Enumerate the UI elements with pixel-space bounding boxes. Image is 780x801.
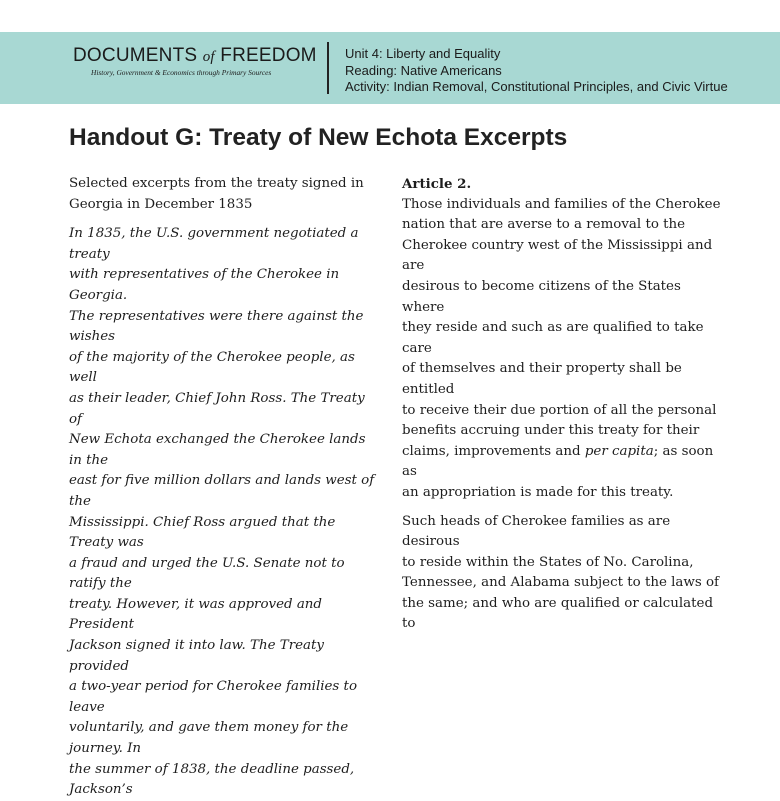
summary-line: treaty. However, it was approved and President bbox=[69, 596, 323, 633]
paragraph-line: to reside within the States of No. Carolina, bbox=[402, 554, 694, 570]
paragraph-line: Those individuals and families of the Cherokee bbox=[402, 196, 721, 212]
summary-line: with representatives of the Cherokee in Georgia. bbox=[69, 267, 340, 303]
summary-line: Jackson signed it into law. The Treaty provided bbox=[69, 638, 324, 674]
header-divider bbox=[327, 42, 329, 94]
paragraph-line: the same; and who are qualified or calculated to bbox=[402, 595, 714, 632]
brand-title-of: of bbox=[202, 49, 215, 65]
right-column bbox=[402, 174, 722, 635]
paragraph-line: Tennessee, and Alabama subject to the laws of bbox=[402, 575, 720, 591]
brand-title-documents: DOCUMENTS bbox=[73, 45, 198, 66]
summary-line: In 1835, the U.S. government negotiated a treaty bbox=[69, 226, 359, 262]
paragraph-line: desirous to become citizens of the States where bbox=[402, 278, 681, 315]
summary-line: Mississippi. Chief Ross argued that the Treaty was bbox=[69, 514, 336, 551]
paragraph-line: they reside and such as are qualified to take care bbox=[402, 320, 704, 356]
paragraph-line: benefits accruing under this treaty for their bbox=[402, 423, 700, 439]
brand-title bbox=[73, 45, 317, 68]
summary-line: a two-year period for Cherokee families to leave bbox=[69, 679, 358, 715]
reading-line: Reading: Native Americans bbox=[345, 62, 502, 78]
activity-line: Activity: Indian Removal, Constitutional Principles, and Civic Virtue bbox=[345, 79, 728, 94]
article-paragraph-2 bbox=[402, 512, 722, 636]
paragraph-line: claims, improvements and bbox=[402, 443, 585, 459]
paragraph-line: an appropriation is made for this treaty. bbox=[402, 484, 674, 500]
unit-info bbox=[345, 46, 728, 96]
summary-line: New Echota exchanged the Cherokee lands in the bbox=[69, 432, 366, 468]
summary-line: east for five million dollars and lands west of the bbox=[69, 473, 375, 509]
brand-logo bbox=[73, 45, 317, 77]
left-column bbox=[69, 174, 379, 801]
paragraph-line: nation that are averse to a removal to the bbox=[402, 217, 686, 233]
summary-line: The representatives were there against the wishes bbox=[69, 308, 364, 345]
brand-title-freedom: FREEDOM bbox=[220, 45, 317, 66]
unit-line: Unit 4: Liberty and Equality bbox=[345, 46, 501, 61]
brand-subtitle: History, Government & Economics through Primary Sources bbox=[91, 68, 272, 77]
paragraph-line: of themselves and their property shall be entitled bbox=[402, 361, 682, 397]
intro-line: Selected excerpts from the treaty signed in bbox=[69, 176, 364, 191]
per-capita-term: per capita bbox=[584, 443, 654, 459]
header-banner bbox=[0, 32, 780, 104]
summary-line: voluntarily, and gave them money for the journey. In bbox=[69, 720, 349, 757]
intro-line: Georgia in December 1835 bbox=[69, 196, 253, 212]
paragraph-line: to receive their due portion of all the personal bbox=[402, 402, 717, 418]
article-paragraph-1 bbox=[402, 195, 722, 504]
handout-title: Handout G: Treaty of New Echota Excerpts bbox=[69, 124, 568, 151]
summary-line: as their leader, Chief John Ross. The Treaty of bbox=[69, 390, 365, 427]
paragraph-line: Such heads of Cherokee families as are desirous bbox=[402, 513, 671, 550]
summary-line: the summer of 1838, the deadline passed, Jackson’s bbox=[69, 761, 355, 798]
summary-text bbox=[69, 224, 379, 801]
paragraph-line-end: ; as soon as bbox=[402, 443, 714, 480]
summary-line: a fraud and urged the U.S. Senate not to ratify the bbox=[69, 555, 345, 592]
paragraph-line: Cherokee country west of the Mississippi and are bbox=[402, 237, 713, 274]
article-heading: Article 2. bbox=[402, 176, 472, 192]
intro-text bbox=[69, 174, 379, 215]
summary-line: of the majority of the Cherokee people, as well bbox=[69, 349, 355, 386]
